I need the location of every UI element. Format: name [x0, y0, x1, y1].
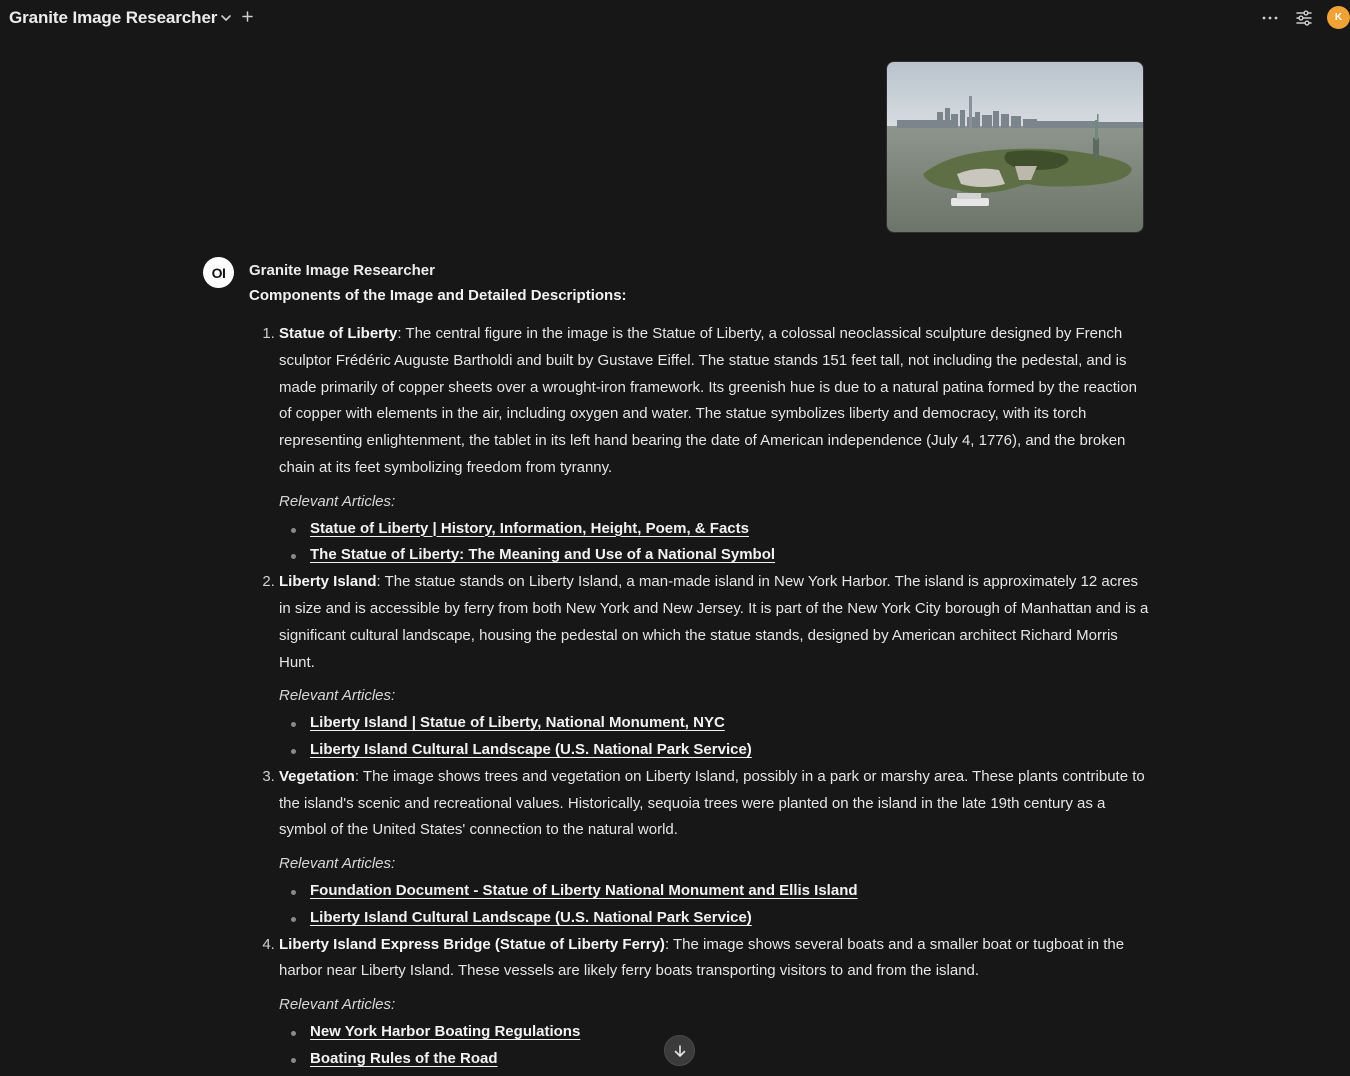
- list-item: [310, 905, 1149, 932]
- articles-list: [279, 878, 1149, 932]
- list-item: [310, 737, 1149, 764]
- plus-icon[interactable]: [240, 9, 255, 24]
- relevant-articles-label: Relevant Articles:: [279, 687, 396, 705]
- list-item: [279, 321, 1149, 569]
- component-description: : The statue stands on Liberty Island, a man-made island in New York Harbor. The island is approximately 12 acres in size and is accessible by ferry from both New York and New Jersey. It is part of the New York City borough of Manhattan and is a significant cultural landscape, housing the pedestal on which the statue stands, designed by American architect Richard Morris Hunt.: [279, 573, 1149, 671]
- article-link[interactable]: The Statue of Liberty: The Meaning and Use of a National Symbol: [310, 546, 776, 564]
- article-link[interactable]: Liberty Island Cultural Landscape (U.S. National Park Service): [310, 740, 752, 758]
- article-link[interactable]: Foundation Document - Statue of Liberty National Monument and Ellis Island: [310, 881, 858, 899]
- article-link[interactable]: New York Harbor Boating Regulations: [310, 1022, 581, 1040]
- articles-list: [279, 1019, 1149, 1073]
- articles-list: [279, 710, 1149, 764]
- relevant-articles-label: Relevant Articles:: [279, 492, 396, 510]
- uploaded-image[interactable]: [886, 61, 1144, 233]
- user-avatar[interactable]: K: [1327, 6, 1350, 29]
- chevron-down-icon[interactable]: [219, 11, 233, 25]
- arrow-down-icon: [672, 1043, 688, 1059]
- model-selector-label[interactable]: Granite Image Researcher: [9, 8, 218, 27]
- list-item: [279, 764, 1149, 932]
- list-item: [310, 542, 1149, 569]
- liberty-island-photo: [887, 62, 1143, 232]
- list-item: [310, 1019, 1149, 1046]
- scroll-to-bottom-button[interactable]: [664, 1035, 695, 1066]
- component-description: : The image shows trees and vegetation on Liberty Island, possibly in a park or marshy area. These plants contribute to the island's scenic and recreational values. Historically, sequoia trees were planted on the island in the late 19th century as a symbol of the United States' connection to the natural world.: [279, 767, 1145, 839]
- list-item: [279, 932, 1149, 1073]
- articles-list: [279, 516, 1149, 570]
- article-link[interactable]: Statue of Liberty | History, Information, Height, Poem, & Facts: [310, 519, 749, 537]
- assistant-name: Granite Image Researcher: [249, 262, 435, 279]
- component-title: Vegetation: [279, 767, 355, 785]
- list-item: [279, 569, 1149, 764]
- list-item: [310, 516, 1149, 543]
- relevant-articles-label: Relevant Articles:: [279, 996, 396, 1014]
- assistant-response: [249, 287, 1149, 1073]
- component-title: Liberty Island Express Bridge (Statue of Liberty Ferry): [279, 935, 665, 953]
- list-item: [310, 878, 1149, 905]
- component-title: Liberty Island: [279, 573, 377, 591]
- more-dots-icon[interactable]: [1260, 9, 1280, 27]
- sliders-icon[interactable]: [1294, 8, 1314, 28]
- relevant-articles-label: Relevant Articles:: [279, 855, 396, 873]
- response-heading: Components of the Image and Detailed Descriptions:: [249, 287, 627, 304]
- component-description: : The central figure in the image is the Statue of Liberty, a colossal neoclassical sculpture designed by French sculptor Frédéric Auguste Bartholdi and built by Gustave Eiffel. The statue stands 151 feet tall, not including the pedestal, and is made primarily of copper sheets over a wrought-iron framework. Its greenish hue is due to a natural patina formed by the reaction of copper with elements in the air, including oxygen and water. The statue symbolizes liberty and democracy, with its torch representing enlightenment, the tablet in its left hand bearing the date of American independence (July 4, 1776), and the broken chain at its feet symbolizing freedom from tyranny.: [279, 325, 1137, 476]
- article-link[interactable]: Liberty Island | Statue of Liberty, National Monument, NYC: [310, 714, 725, 732]
- list-item: [310, 1046, 1149, 1073]
- article-link[interactable]: Liberty Island Cultural Landscape (U.S. National Park Service): [310, 908, 752, 926]
- component-description: : The image shows several boats and a smaller boat or tugboat in the harbor near Liberty Island. These vessels are likely ferry boats transporting visitors to and from the island.: [279, 935, 1125, 980]
- components-list: [249, 321, 1149, 1073]
- component-title: Statue of Liberty: [279, 325, 398, 342]
- article-link[interactable]: Boating Rules of the Road: [310, 1049, 498, 1067]
- assistant-avatar: OI: [203, 257, 234, 288]
- list-item: [310, 710, 1149, 737]
- top-bar: [0, 0, 1350, 36]
